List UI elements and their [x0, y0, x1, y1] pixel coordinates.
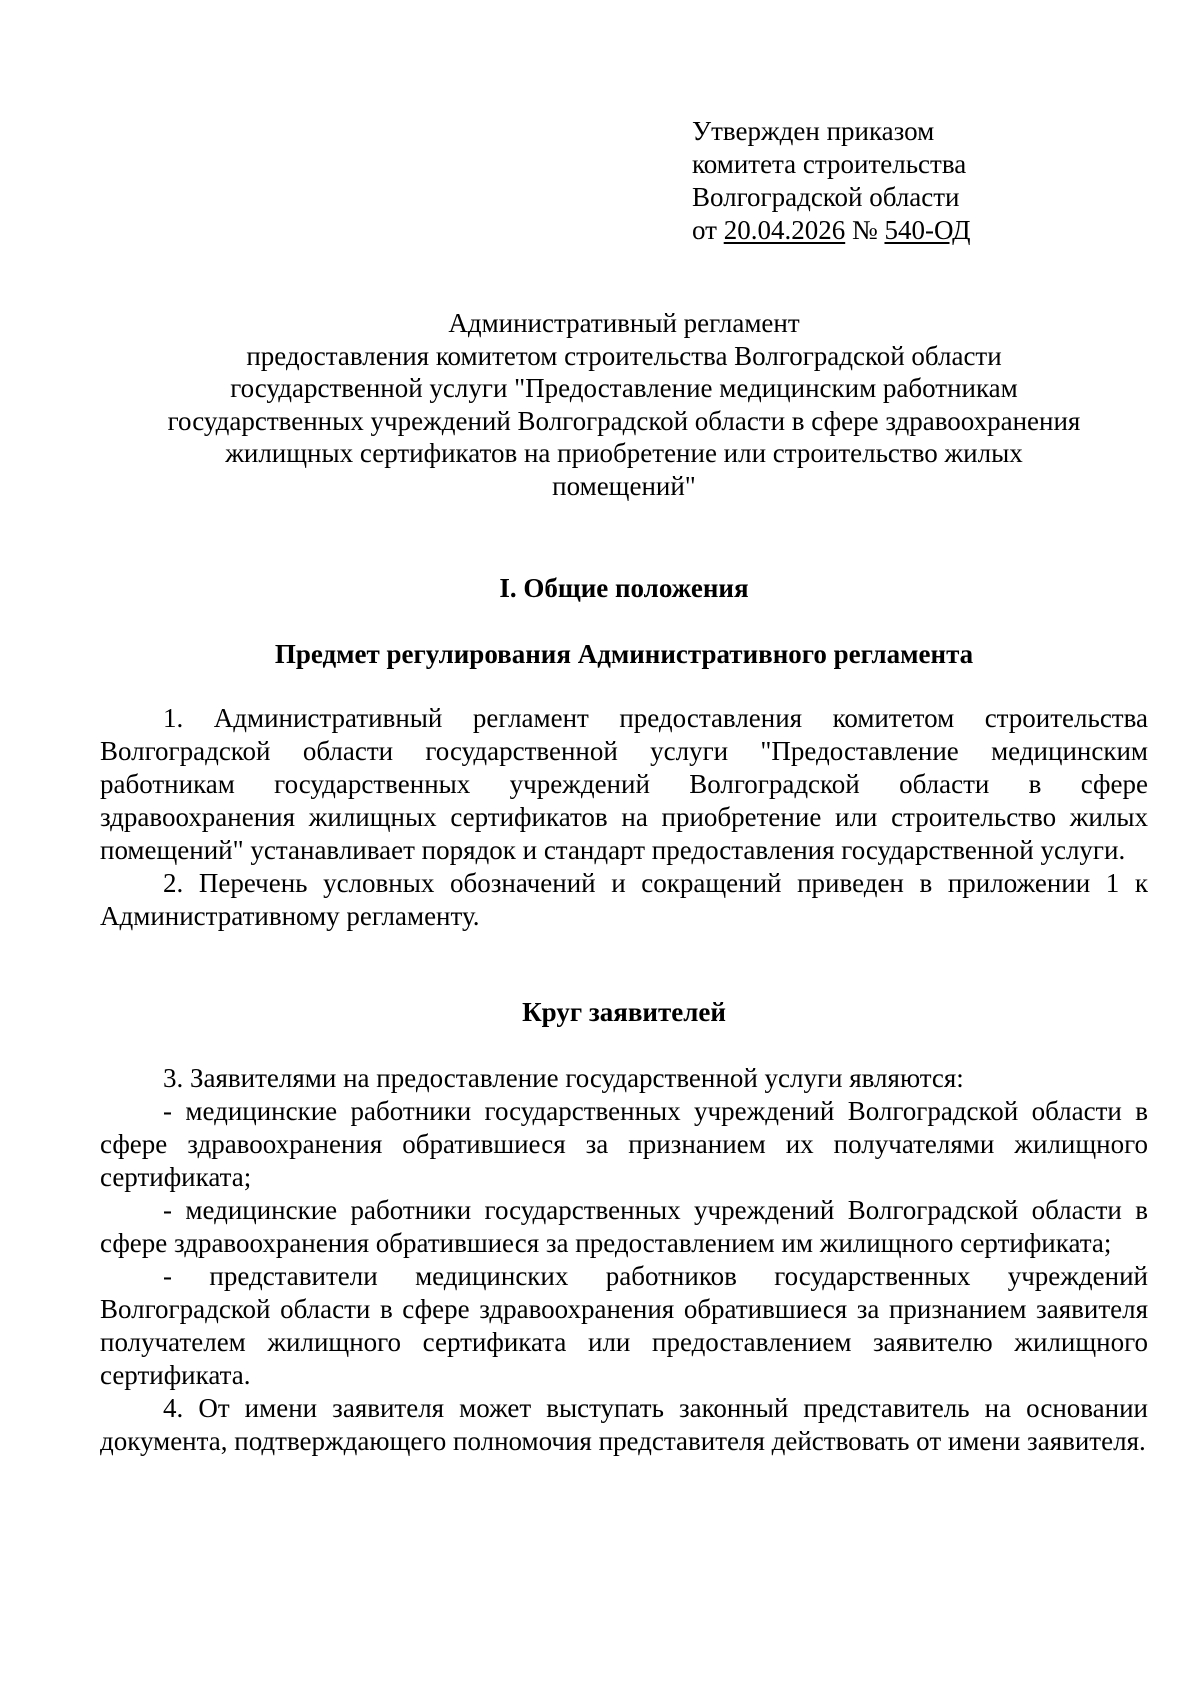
approval-number: 540-ОД [884, 215, 971, 245]
paragraph-3b: - медицинские работники государственных учреждений Волгоградской области в сфере здравоохранения обратившиеся за предоставлением им жилищного сертификата; [100, 1195, 1148, 1258]
paragraph-3c: - представители медицинских работников государственных учреждений Волгоградской области в сфере здравоохранения обратившиеся за признанием заявителя получателем жилищного сертификата или предоставлением заявителю жилищного сертификата. [100, 1261, 1148, 1390]
paragraph-4: 4. От имени заявителя может выступать законный представитель на основании документа, подтверждающего полномочия представителя действовать от имени заявителя. [100, 1393, 1148, 1456]
paragraphs-block-1 [100, 702, 1148, 933]
paragraph-3a: - медицинские работники государственных учреждений Волгоградской области в сфере здравоохранения обратившиеся за признанием их получателями жилищного сертификата; [100, 1096, 1148, 1192]
approval-from: от [692, 215, 717, 245]
approval-date: 20.04.2026 [723, 215, 846, 245]
title-line-4: государственных учреждений Волгоградской области в сфере здравоохранения [167, 405, 1081, 436]
title-line-6: помещений" [552, 470, 696, 501]
paragraph-1: 1. Административный регламент предоставления комитетом строительства Волгоградской области государственной услуги "Предоставление медицинским работникам государственных учреждений Волгоградской области в сфере здравоохранения жилищных сертификатов на приобретение или строительство жилых помещений" устанавливает порядок и стандарт предоставления государственной услуги. [100, 703, 1148, 865]
paragraph-3: 3. Заявителями на предоставление государственной услуги являются: [163, 1063, 964, 1093]
title-line-3: государственной услуги "Предоставление медицинским работникам [230, 373, 1018, 403]
section-heading-general: I. Общие положения [499, 573, 749, 603]
subheading-applicants: Круг заявителей [522, 997, 726, 1027]
approval-stamp [692, 115, 971, 247]
approval-number-sign: № [851, 215, 878, 245]
title-line-2: предоставления комитетом строительства Волгоградской области [246, 340, 1002, 371]
paragraphs-block-2 [100, 1062, 1148, 1458]
title-line-5: жилищных сертификатов на приобретение или строительство жилых [225, 438, 1023, 468]
title-line-1: Административный регламент [448, 308, 800, 338]
approval-line-1: Утвержден приказом [692, 116, 935, 146]
document-title [100, 307, 1148, 502]
paragraph-2: 2. Перечень условных обозначений и сокращений приведен в приложении 1 к Административному регламенту. [100, 868, 1148, 931]
approval-line-3: Волгоградской области [692, 182, 960, 212]
subheading-subject: Предмет регулирования Административного регламента [274, 639, 974, 669]
approval-line-4 [692, 214, 971, 247]
approval-line-2: комитета строительства [692, 149, 967, 179]
